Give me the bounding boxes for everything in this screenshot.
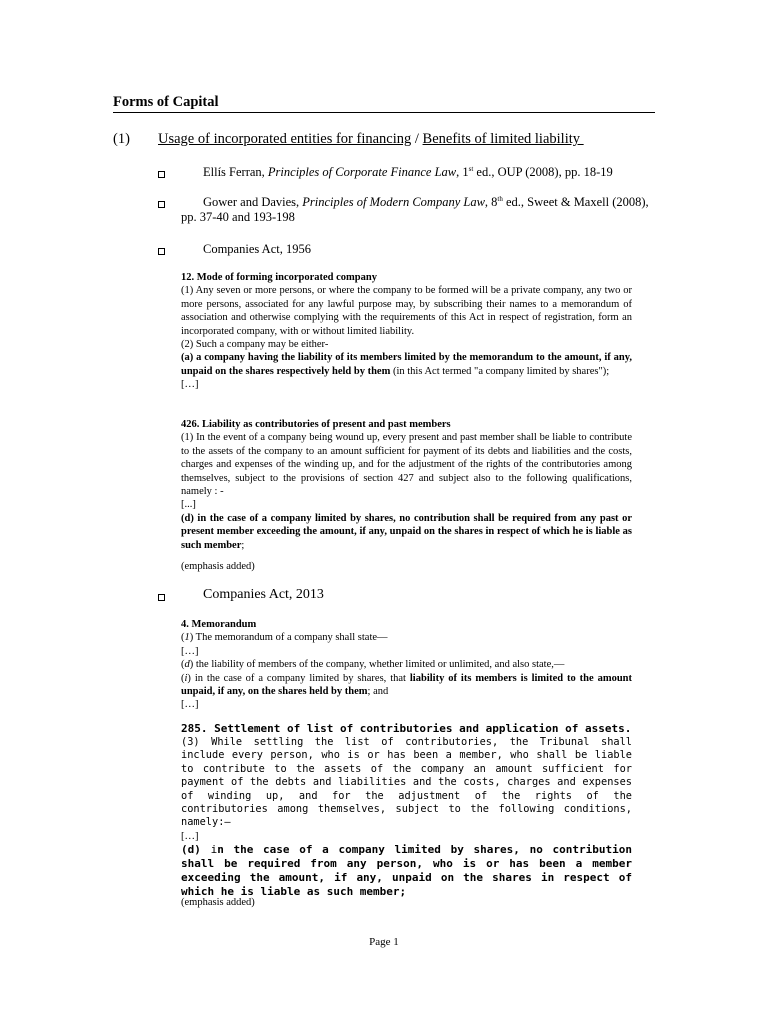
s4-ellipsis1: […] [181,645,199,657]
ref-ferran-sup: st [468,164,474,173]
ref-gower-sup: th [497,194,503,203]
bullet-icon [158,594,165,601]
s426-p1: (1) In the event of a company being wound up, every present and past member shall be liable to contribute to the assets of the company to an amount sufficient for payment of its debts and liabilities and the costs, charges and expenses of the winding up, and for the adjustment of the rights of the contributories among themselves, subject to the provisions of section 427 and subject also to the following qualifications, namely : - [181,432,632,498]
emphasis-note-2: (emphasis added) [181,897,255,908]
s12-p3-bold: (a) a company having the liability of its members limited by the memorandum to the amount, if any, unpaid on the shares respectively held by them [181,352,632,377]
section-4: 4. Memorandum (1) The memorandum of a company shall state— […] (d) the liability of members of the company, whether limited or unlimited, and also state,— (i) in the case of a company limited by shares, that liability of its members is limited to the amount unpaid, if any, on the shares held by them; and […] [181,619,632,711]
s4-l1-num: 1 [184,632,190,644]
ref-gower-line2: pp. 37-40 and 193-198 [181,210,295,224]
s4-l3-bold: liability of its members is limited to the amount unpaid, if any, on the shares held by them [181,672,632,698]
ref-act-1956: Companies Act, 1956 [203,242,311,256]
s285-p1: (3) While settling the list of contributories, the Tribunal shall include every person, who is or has been a member, who shall be liable to contribute to the assets of the company an amount sufficient for payment of the debts and liabilities and the costs, charges and expenses of winding up, and for the adjustment of the rights of the contributories among themselves, subject to the following conditions, namely:— [181,736,632,829]
bullet-icon [158,171,165,178]
ref-ferran-author: Ellís Ferran, [203,165,268,179]
s426-p2-bold: (d) in the case of a company limited by shares, no contribution shall be required from any past or present member exceeding the amount, if any, unpaid on the shares in respect of which he is liable as such member [181,512,632,551]
s426-title: 426. Liability as contributories of present and past members [181,419,451,430]
s4-l3-letter: i [184,672,188,684]
bullet-icon [158,201,165,208]
s4-title: 4. Memorandum [181,619,257,630]
s4-ellipsis2: […] [181,699,199,711]
section-426 [181,418,632,552]
s12-p2: (2) Such a company may be either- [181,339,329,351]
s426-p2-end: ; [241,539,245,551]
ref-gower-edition: , 8 [484,195,498,209]
page-heading: Forms of Capital [113,94,219,110]
ref-ferran-edition: , 1 [456,165,469,179]
ref-gower-author: Gower and Davies, [203,195,303,209]
s4-l2-text: the liability of members of the company, whether limited or unlimited, and also state,— [193,659,565,671]
heading-rule [113,112,655,113]
ref-gower-line1 [203,195,663,210]
ref-act-2013: Companies Act, 2013 [203,587,324,602]
s4-l3-end: ; and [367,686,389,698]
section-title-part2: Benefits of limited liability [422,131,584,147]
s4-l2-letter: d [184,659,190,671]
s285-d-i: i [210,843,218,857]
s12-p3-rest: (in this Act termed "a company limited by shares"); [390,365,610,377]
s12-ellipsis: […] [181,379,199,391]
s285-ellipsis: […] [181,830,199,842]
ref-ferran-title: Principles of Corporate Finance Law [267,165,457,179]
section-title-part1: Usage of incorporated entities for financing [158,131,412,147]
bullet-icon [158,248,165,255]
emphasis-note-1: (emphasis added) [181,561,255,572]
s4-l3-text: in the case of a company limited by shares, that [190,672,410,684]
s12-title: 12. Mode of forming incorporated company [181,272,377,283]
ref-ferran-rest: ed., OUP (2008), pp. 18-19 [473,165,613,179]
ref-gower-rest1: ed., Sweet & Maxell (2008), [502,195,649,209]
s4-l1-text: The memorandum of a company shall state— [193,632,388,644]
ref-ferran [203,165,663,180]
ref-gower-title: Principles of Modern Company Law [302,195,485,209]
page-number: Page 1 [369,936,399,948]
s285-title: 285. Settlement of list of contributories and application of assets. [181,722,632,735]
s285-d-label: (d) [181,843,211,857]
section-title-separator: / [411,131,423,147]
section-title [158,131,584,148]
s12-p1: (1) Any seven or more persons, or where the company to be formed will be a private company, any two or more persons, associated for any lawful purpose may, by subscribing their names to a memorandum of association and otherwise complying with the requirements of this Act in respect of registration, form an incorporated company, with or without limited liability. [181,285,632,337]
section-number: (1) [113,131,130,147]
s426-ellipsis: [...] [181,499,196,511]
s285-d-bold: n the case of a company limited by shares, no contribution shall be required from any person, who is or has been a member exceeding the amount, if any, unpaid on the shares in respect of which he is liable as such member; [181,843,632,899]
section-285 [181,722,632,899]
section-12 [181,271,632,392]
